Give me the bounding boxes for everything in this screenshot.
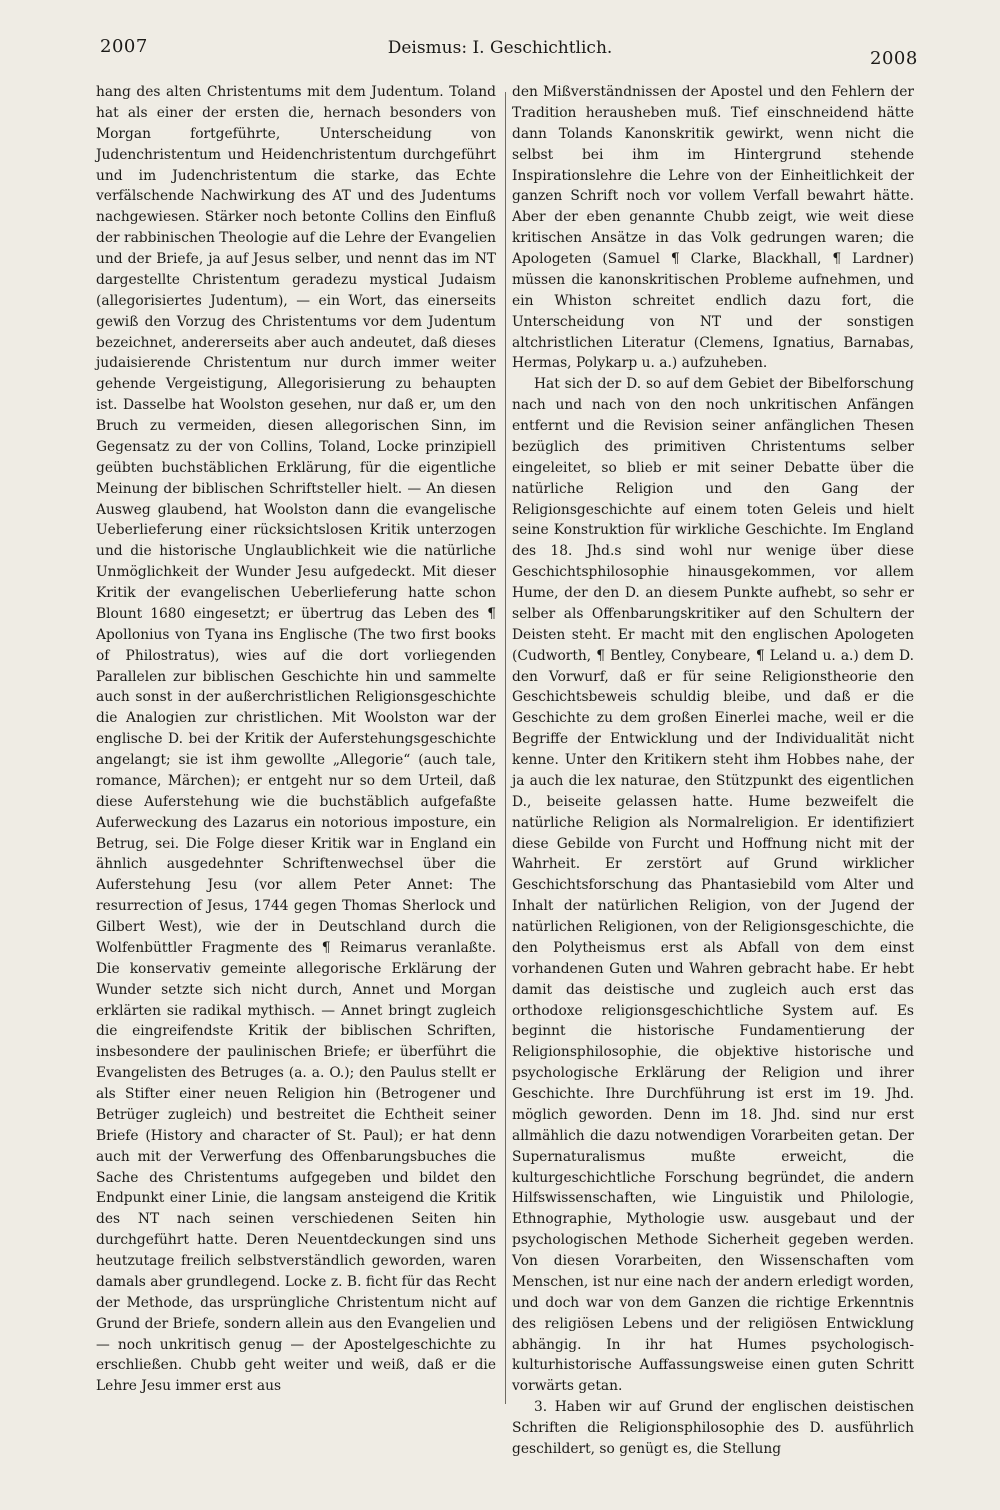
paragraph: Hat sich der D. so auf dem Gebiet der Bibelforschung nach und nach von den noch unkritischen Anfängen entfernt und die Revision seiner anfänglichen Thesen bezüglich des primitiven Christentums selber eingeleitet, so blieb er mit seiner Debatte über die natürliche Religion und den Gang der Religionsgeschichte auf einem toten Geleis und hielt seine Konstruktion für wirkliche Geschichte. Im England des 18. Jhd.s sind wohl nur wenige über diese Geschichtsphilosophie hinausgekommen, vor allem Hume, der den D. an diesem Punkte aufhebt, so sehr er selber als Offenbarungskritiker auf den Schultern der Deisten steht. Er macht mit den englischen Apologeten (Cudworth, ¶ Bentley, Conybeare, ¶ Leland u. a.) dem D. den Vorwurf, daß er für seine Religionstheorie den Geschichtsbeweis schuldig bleibe, und daß er die Geschichte zu dem großen Einerlei mache, weil er die Begriffe der Entwicklung und der Individualität nicht kenne. Unter den Kritikern steht ihm Hobbes nahe, der ja auch die lex naturae, den Stützpunkt des eigentlichen D., beiseite gelassen hatte. Hume bezweifelt die natürliche Religion als Normalreligion. Er identifiziert diese Gebilde von Furcht und Hoffnung nicht mit der Wahrheit. Er zerstört auf Grund wirklicher Geschichtsforschung das Phantasiebild vom Alter und Inhalt der natürlichen Religion, von der Jugend der natürlichen Religionen, von der Religionsgeschichte, die den Polytheismus erst als Abfall von dem einst vorhandenen Guten und Wahren gebracht habe. Er hebt damit das deistische und zugleich auch erst das orthodoxe religionsgeschichtliche System auf. Es beginnt die historische Fundamentierung der Religionsphilosophie, die objektive historische und psychologische Erklärung der Religion und ihrer Geschichte. Ihre Durchführung ist erst im 19. Jhd. möglich geworden. Denn im 18. Jhd. sind nur erst allmählich die dazu notwendigen Vorarbeiten getan. Der Supernaturalismus mußte erweicht, die kulturgeschichtliche Forschung begründet, die andern Hilfswissenschaften, wie Linguistik und Philologie, Ethnographie, Mythologie usw. ausgebaut und der psychologischen Methode Sicherheit gegeben werden. Von diesen Vorarbeiten, den Wissenschaften vom Menschen, ist nur eine nach der andern erledigt worden, und doch war von dem Ganzen die richtige Erkenntnis des religiösen Lebens und der religiösen Entwicklung abhängig. In ihr hat Humes psychologisch-kulturhistorische Auffassungsweise einen guten Schritt vorwärts getan. xyxy=(512,376,914,1395)
text-column-left xyxy=(96,82,496,1427)
paragraph: den Mißverständnissen der Apostel und den Fehlern der Tradition herausheben muß. Tief einschneidend hätte dann Tolands Kanonskritik gewirkt, wenn nicht die selbst bei ihm im Hintergrund stehende Inspirationslehre die Lehre von der Einheitlichkeit der ganzen Schrift noch vor vollem Verfall bewahrt hätte. Aber der eben genannte Chubb zeigt, wie weit diese kritischen Ansätze in das Volk gedrungen waren; die Apologeten (Samuel ¶ Clarke, Blackhall, ¶ Lardner) müssen die kanonskritischen Probleme aufnehmen, und ein Whiston schreitet endlich dazu fort, die Unterscheidung von NT und der sonstigen altchristlichen Literatur (Clemens, Ignatius, Barnabas, Hermas, Polykarp u. a.) aufzuheben. xyxy=(512,84,914,372)
page-number-left: 2007 xyxy=(100,36,148,57)
paragraph: 3. Haben wir auf Grund der englischen deistischen Schriften die Religionsphilosophie des D. ausführlich geschildert, so genügt es, die Stellung xyxy=(512,1399,914,1457)
column-divider xyxy=(505,92,506,1404)
page-number-right: 2008 xyxy=(870,48,918,69)
paragraph: hang des alten Christentums mit dem Judentum. Toland hat als einer der ersten die, hernach besonders von Morgan fortgeführte, Unterscheidung von Judenchristentum und Heidenchristentum durchgeführt und im Judenchristentum die starke, das Echte verfälschende Nachwirkung des AT und des Judentums nachgewiesen. Stärker noch betonte Collins den Einfluß der rabbinischen Theologie auf die Lehre der Evangelien und der Briefe, ja auf Jesus selber, und nennt das im NT dargestellte Christentum geradezu mystical Judaism (allegorisiertes Judentum), — ein Wort, das einerseits gewiß den Vorzug des Christentums vor dem Judentum bezeichnet, andererseits aber auch andeutet, daß dieses judaisierende Christentum nur durch immer weiter gehende Vergeistigung, Allegorisierung zu behaupten ist. Dasselbe hat Woolston gesehen, nur daß er, um den Bruch zu vermeiden, diesen allegorischen Sinn, im Gegensatz zu der von Collins, Toland, Locke prinzipiell geübten buchstäblichen Erklärung, für die eigentliche Meinung der biblischen Schriftsteller hielt. — An diesen Ausweg glaubend, hat Woolston dann die evangelische Ueberlieferung einer rücksichtslosen Kritik unterzogen und die historische Unglaublichkeit wie die natürliche Unmöglichkeit der Wunder Jesu aufgedeckt. Mit dieser Kritik der evangelischen Ueberlieferung hatte schon Blount 1680 eingesetzt; er übertrug das Leben des ¶ Apollonius von Tyana ins Englische (The two first books of Philostratus), wies auf die dort vorliegenden Parallelen zur biblischen Geschichte hin und sammelte auch sonst in der außerchristlichen Religionsgeschichte die Analogien zur christlichen. Mit Woolston war der englische D. bei der Kritik der Auferstehungsgeschichte angelangt; sie ist ihm gewollte „Allegorie“ (auch tale, romance, Märchen); er entgeht nur so dem Urteil, daß diese Auferstehung wie die buchstäblich aufgefaßte Auferweckung des Lazarus ein notorious imposture, ein Betrug, sei. Die Folge dieser Kritik war in England ein ähnlich ausgedehnter Schriftenwechsel über die Auferstehung Jesu (vor allem Peter Annet: The resurrection of Jesus, 1744 gegen Thomas Sherlock und Gilbert West), wie der in Deutschland durch die Wolfenbüttler Fragmente des ¶ Reimarus veranlaßte. Die konservativ gemeinte allegorische Erklärung der Wunder setzte sich nicht durch, Annet und Morgan erklärten sie radikal mythisch. — Annet bringt zugleich die eingreifendste Kritik der biblischen Schriften, insbesondere der paulinischen Briefe; er überführt die Evangelisten des Betruges (a. a. O.); den Paulus stellt er als Stifter einer neuen Religion hin (Betrogener und Betrüger zugleich) und bestreitet die Echtheit seiner Briefe (History and character of St. Paul); er hat denn auch mit der Verwerfung des Offenbarungsbuches die Sache des Christentums aufgegeben und bildet den Endpunkt einer Linie, die langsam ansteigend die Kritik des NT nach seinen verschiedenen Seiten hin durchgeführt hatte. Deren Neuentdeckungen sind uns heutzutage freilich selbstverständlich geworden, waren damals aber grundlegend. Locke z. B. ficht für das Recht der Methode, das ursprüngliche Christentum nicht auf Grund der Briefe, sondern allein aus den Evangelien und — noch unkritisch genug — der Apostelgeschichte zu erschließen. Chubb geht weiter und weiß, daß er die Lehre Jesu immer erst aus xyxy=(96,84,496,1395)
page-header xyxy=(0,30,1000,70)
text-column-right xyxy=(512,82,914,1457)
running-title: Deismus: I. Geschichtlich. xyxy=(387,38,613,58)
